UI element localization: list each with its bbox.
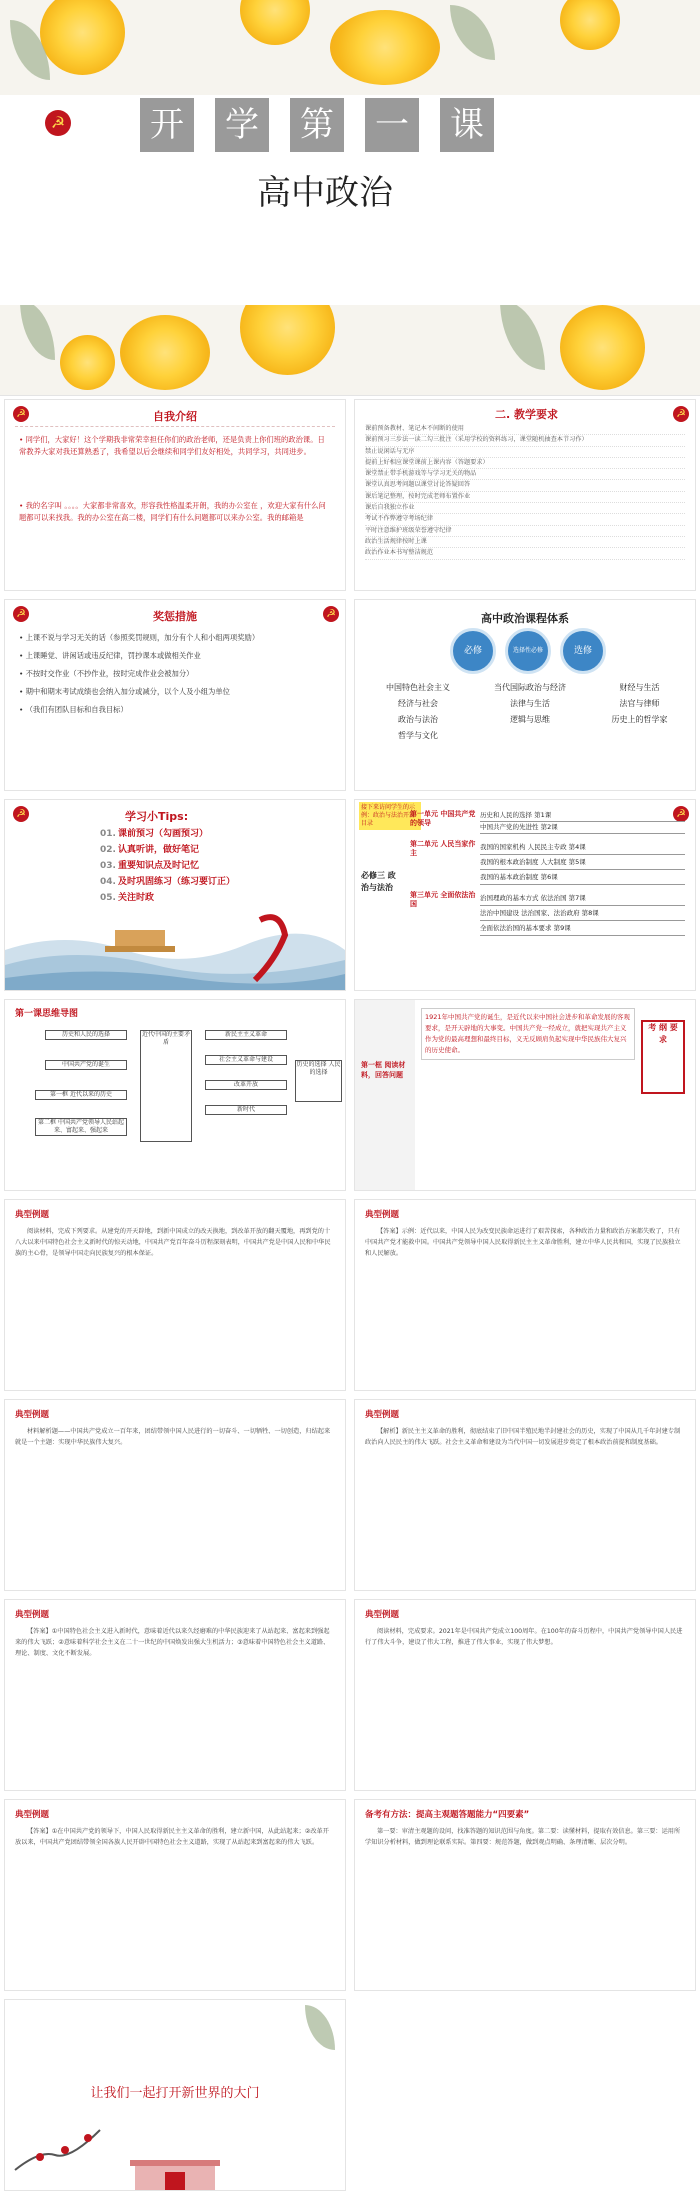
list-item: 政治生活规律按时上课 xyxy=(365,537,685,548)
example-text: 材料解析题——中国共产党成立一百年来，团结带领中国人民进行的一切奋斗、一切牺牲、一切创造，归结起来就是一个主题：实现中华民族伟大复兴。 xyxy=(15,1428,331,1446)
plum-blossom-illustration xyxy=(10,2110,110,2180)
tip-number: 01. xyxy=(100,829,116,839)
lesson-label: 我国的基本政治制度 第6课 xyxy=(480,870,685,885)
list-item: 课堂禁止带手机游戏等与学习无关的物品 xyxy=(365,469,685,480)
closing-text: 让我们一起打开新世界的大门 xyxy=(90,2086,260,2101)
example-slide xyxy=(5,1800,345,1990)
leaf-decoration xyxy=(20,300,55,360)
circle-required: 必修 xyxy=(450,628,496,674)
example-slide xyxy=(5,1200,345,1390)
curriculum-title: 高中政治课程体系 xyxy=(481,612,569,625)
landscape-illustration xyxy=(5,910,345,990)
party-emblem-icon: ☭ xyxy=(45,110,71,136)
party-emblem-icon: ☭ xyxy=(13,406,29,422)
mindmap-node: 历史和人民的选择 xyxy=(45,1030,127,1040)
example-head: 典型例题 xyxy=(365,1610,400,1620)
intro-slide xyxy=(5,400,345,590)
requirements-list xyxy=(365,424,685,560)
list-item: 考试不作弊遵守考场纪律 xyxy=(365,514,685,525)
elective-courses xyxy=(587,680,692,728)
example-head: 典型例题 xyxy=(15,1610,50,1620)
lesson-label: 历史和人民的选择 第1课 xyxy=(480,810,685,822)
example-text: 阅读材料，完成要求。2021年是中国共产党成立100周年。在100年的奋斗历程中，中国共产党领导中国人民进行了伟大斗争，建设了伟大工程，推进了伟大事业，实现了伟大梦想。 xyxy=(365,1628,683,1646)
outline-tree xyxy=(410,810,685,936)
course-name: 逻辑与思维 xyxy=(510,715,550,724)
tip-number: 02. xyxy=(100,845,116,855)
tip-text: 关注时政 xyxy=(118,893,155,903)
tip-number: 05. xyxy=(100,893,116,903)
tip-item xyxy=(100,826,208,839)
list-item: 课后笔记整理，按时完成老师布置作业 xyxy=(365,492,685,503)
list-item: 禁止说闲话与无序 xyxy=(365,447,685,458)
list-item: 平时注意维护班级荣誉遵守纪律 xyxy=(365,526,685,537)
tip-number: 03. xyxy=(100,861,116,871)
required-courses xyxy=(363,680,473,744)
intro-paragraph: • 同学们，大家好！这个学期我非常荣幸担任你们的政治老师，还是负责上你们班的政治课。日常教养大家对我还算熟悉了，我希望以后会继续和同学们友好相处，共同学习，共同进步。 xyxy=(19,435,325,456)
leaf-decoration xyxy=(305,2005,335,2050)
course-name: 历史上的哲学家 xyxy=(611,715,668,724)
course-name: 当代国际政治与经济 xyxy=(494,683,566,692)
list-item: 课后自我独立作业 xyxy=(365,503,685,514)
example-text: 阅读材料，完成下列要求。从建党的开天辟地，到新中国成立的改天换地，到改革开放的翻天覆地，再到党的十八大以来中国特色社会主义新时代的惊天动地，中国共产党百年奋斗历程深刻表明，中国共产党是中国人民和中华民族的主心骨，是领导中国走向民族复兴的根本保证。 xyxy=(15,1228,331,1257)
example-head: 典型例题 xyxy=(15,1410,50,1420)
course-name: 财经与生活 xyxy=(619,683,660,692)
tip-item xyxy=(100,842,199,855)
section-head: 第一框 阅读材料，回答问题 xyxy=(361,1061,406,1079)
circle-elective-required: 选择性必修 xyxy=(505,628,551,674)
list-item: • 上课不说与学习无关的话（参照奖罚规则，加分有个人和小组两项奖励） xyxy=(19,633,260,642)
tip-text: 认真听讲，做好笔记 xyxy=(118,845,200,855)
mindmap-slide xyxy=(5,1000,345,1190)
mindmap-node: 新时代 xyxy=(205,1105,287,1115)
mindmap-node: 改革开放 xyxy=(205,1080,287,1090)
cover-slide xyxy=(0,0,700,395)
list-item: • （我们有团队目标和自我目标） xyxy=(19,705,128,714)
flower-decoration xyxy=(330,10,440,85)
title-char: 一 xyxy=(365,98,419,152)
rewards-list xyxy=(19,632,331,716)
lesson-label: 治国理政的基本方式 依法治国 第7课 xyxy=(480,891,685,906)
example-text: 【答案】①在中国共产党的领导下，中国人民取得新民主主义革命的胜利，建立新中国，从此站起来；②改革开放以来，中国共产党团结带领全国各族人民开辟中国特色社会主义道路，实现了从站起来到富起来的伟大飞跃。 xyxy=(15,1828,329,1846)
example-text: 【解析】新民主主义革命的胜利，彻底结束了旧中国半殖民地半封建社会的历史，实现了中国从几千年封建专制政治向人民民主的伟大飞跃。社会主义革命和建设为当代中国一切发展进步奠定了根本政治前提和制度基础。 xyxy=(365,1428,681,1446)
example-head: 典型例题 xyxy=(365,1410,400,1420)
outline-root: 必修三 政治与法治 xyxy=(361,871,396,892)
party-emblem-icon: ☭ xyxy=(13,806,29,822)
closing-slide xyxy=(5,2000,345,2190)
course-name: 法律与生活 xyxy=(510,699,550,708)
unit-label: 第三单元 全面依法治国 xyxy=(410,891,476,908)
intro-paragraph: • 我的名字叫 。。。。大家都非常喜欢，形容我性格温柔开朗，我的办公室在 ，欢迎大家有什么问题都可以来找我。我的办公室在高二楼，同学们有什么问题都可以来办公室。我的邮箱是 xyxy=(19,501,326,522)
mindmap-node: 中国共产党的诞生 xyxy=(45,1060,127,1070)
example-slide xyxy=(355,1200,695,1390)
list-item: 政治作业本书写整洁规范 xyxy=(365,548,685,559)
side-panel xyxy=(355,1000,415,1190)
tips-slide xyxy=(5,800,345,990)
example-slide xyxy=(5,1600,345,1790)
mindmap-node: 社会主义革命与建设 xyxy=(205,1055,287,1065)
list-item: 提前上好相应课堂课前上课内容（答题要求） xyxy=(365,458,685,469)
course-name: 经济与社会 xyxy=(398,699,438,708)
list-item: • 期中和期末考试成绩也会纳入加分或减分，以个人及小组为单位 xyxy=(19,687,230,696)
title-char: 开 xyxy=(140,98,194,152)
title-char: 第 xyxy=(290,98,344,152)
section-reading-slide xyxy=(355,1000,695,1190)
rewards-slide xyxy=(5,600,345,790)
circle-elective: 选修 xyxy=(560,628,606,674)
mindmap-title: 第一课思维导图 xyxy=(15,1009,79,1019)
curriculum-slide xyxy=(355,600,695,790)
example-text: 【答案】①中国特色社会主义进入新时代，意味着近代以来久经磨难的中华民族迎来了从站起来、富起来到强起来的伟大飞跃；②意味着科学社会主义在二十一世纪的中国焕发出强大生机活力；③意味着中国特色社会主义道路、理论、制度、文化不断发展。 xyxy=(15,1628,330,1657)
mindmap-node: 第一框 近代以来的历史 xyxy=(35,1090,127,1100)
flower-decoration xyxy=(120,315,210,390)
tip-item xyxy=(100,890,154,903)
flower-decoration xyxy=(560,305,645,390)
lesson-label: 中国共产党的先进性 第2课 xyxy=(480,822,685,834)
example-slide xyxy=(355,1400,695,1590)
course-name: 哲学与文化 xyxy=(398,731,438,740)
tip-text: 及时巩固练习（练习要订正） xyxy=(118,877,236,887)
flower-decoration xyxy=(560,0,620,50)
tip-item xyxy=(100,858,199,871)
divider xyxy=(15,426,335,428)
leaf-decoration xyxy=(500,300,545,370)
list-item: • 不按时交作业（不抄作业，按时完成作业会被加分） xyxy=(19,669,194,678)
cover-subtitle: 高中政治 xyxy=(257,173,393,213)
requirements-slide xyxy=(355,400,695,590)
rewards-title: 奖惩措施 xyxy=(153,610,197,623)
tip-text: 重要知识点及时记忆 xyxy=(118,861,200,871)
lesson-label: 我国的根本政治制度 人大制度 第5课 xyxy=(480,855,685,870)
tip-item xyxy=(100,874,235,887)
flower-decoration xyxy=(240,0,310,45)
unit-label: 第一单元 中国共产党的领导 xyxy=(410,810,476,827)
party-emblem-icon: ☭ xyxy=(673,806,689,822)
list-item: 课前预备教材、笔记本不间断的使用 xyxy=(365,424,685,435)
unit-row xyxy=(410,891,685,936)
example-head: 典型例题 xyxy=(365,1210,400,1220)
example-head: 典型例题 xyxy=(15,1210,50,1220)
intro-title: 自我介绍 xyxy=(153,410,197,423)
example-text: 第一要：审清主观题的设问，找准答题的知识范围与角度。第二要：读懂材料，提取有效信息。第三要：运用所学知识分析材料，做到理论联系实际。第四要：规范答题，做到观点明确、条理清晰、层次分明。 xyxy=(365,1828,681,1846)
lesson-label: 法治中国建设 法治国家、法治政府 第8课 xyxy=(480,906,685,921)
unit-row xyxy=(410,840,685,885)
section-text: 1921年中国共产党的诞生，是近代以来中国社会进步和革命发展的客观要求，是开天辟地的大事变。中国共产党一经成立，就把实现共产主义作为党的最高理想和最终目标，义无反顾肩负起实现中华民族伟大复兴的历史使命。 xyxy=(421,1008,635,1060)
tip-number: 04. xyxy=(100,877,116,887)
party-emblem-icon: ☭ xyxy=(323,606,339,622)
course-name: 中国特色社会主义 xyxy=(386,683,450,692)
elective-required-courses xyxy=(470,680,590,728)
tips-title: 学习小Tips: xyxy=(125,810,189,823)
outline-tag: 接下来访问学生的示例：政治与法治开篇目录 xyxy=(359,802,421,830)
mindmap-node: 第二框 中国共产党领导人民站起来、富起来、强起来 xyxy=(35,1118,127,1136)
course-name: 政治与法治 xyxy=(398,715,438,724)
example-head: 备考有方法：提高主观题答题能力“四要素” xyxy=(365,1810,530,1820)
example-slide xyxy=(355,1800,695,1990)
party-emblem-icon: ☭ xyxy=(673,406,689,422)
title-char: 课 xyxy=(440,98,494,152)
example-slide xyxy=(355,1600,695,1790)
example-head: 典型例题 xyxy=(15,1810,50,1820)
example-text: 【答案】示例：近代以来，中国人民为改变民族命运进行了艰苦探索，各种政治力量和政治方案都失败了，只有中国共产党才能救中国。中国共产党领导中国人民取得新民主主义革命胜利，建立中华人民共和国，实现了民族独立和人民解放。 xyxy=(365,1228,681,1257)
mindmap-node: 近代中国的主要矛盾 xyxy=(140,1030,192,1142)
mindmap-node: 新民主主义革命 xyxy=(205,1030,287,1040)
leaf-decoration xyxy=(450,5,495,60)
seal-stamp: 考 纲 要 求 xyxy=(641,1020,685,1094)
party-emblem-icon: ☭ xyxy=(13,606,29,622)
mindmap-node: 历史的选择 人民的选择 xyxy=(295,1060,342,1102)
list-item: • 上课睡觉、讲闲话或违反纪律，罚抄课本或做相关作业 xyxy=(19,651,201,660)
gate-illustration xyxy=(125,2150,225,2190)
title-char: 学 xyxy=(215,98,269,152)
example-slide xyxy=(5,1400,345,1590)
list-item: 课堂认真思考问题以课堂讨论答疑回答 xyxy=(365,480,685,491)
lesson-label: 我国的国家机构 人民民主专政 第4课 xyxy=(480,840,685,855)
flower-decoration xyxy=(60,335,115,390)
book-outline-slide xyxy=(355,800,695,990)
list-item: 课前预习三步法一读二勾三批注（采用学校的资料练习，课堂随机抽查本节习作） xyxy=(365,435,685,446)
tip-text: 课前预习（勾画预习） xyxy=(118,829,209,839)
course-name: 法官与律师 xyxy=(619,699,660,708)
unit-row xyxy=(410,810,685,834)
unit-label: 第二单元 人民当家作主 xyxy=(410,840,476,857)
flower-decoration xyxy=(40,0,125,75)
lesson-label: 全面依法治国的基本要求 第9课 xyxy=(480,921,685,936)
requirements-title: 二. 教学要求 xyxy=(495,408,559,421)
